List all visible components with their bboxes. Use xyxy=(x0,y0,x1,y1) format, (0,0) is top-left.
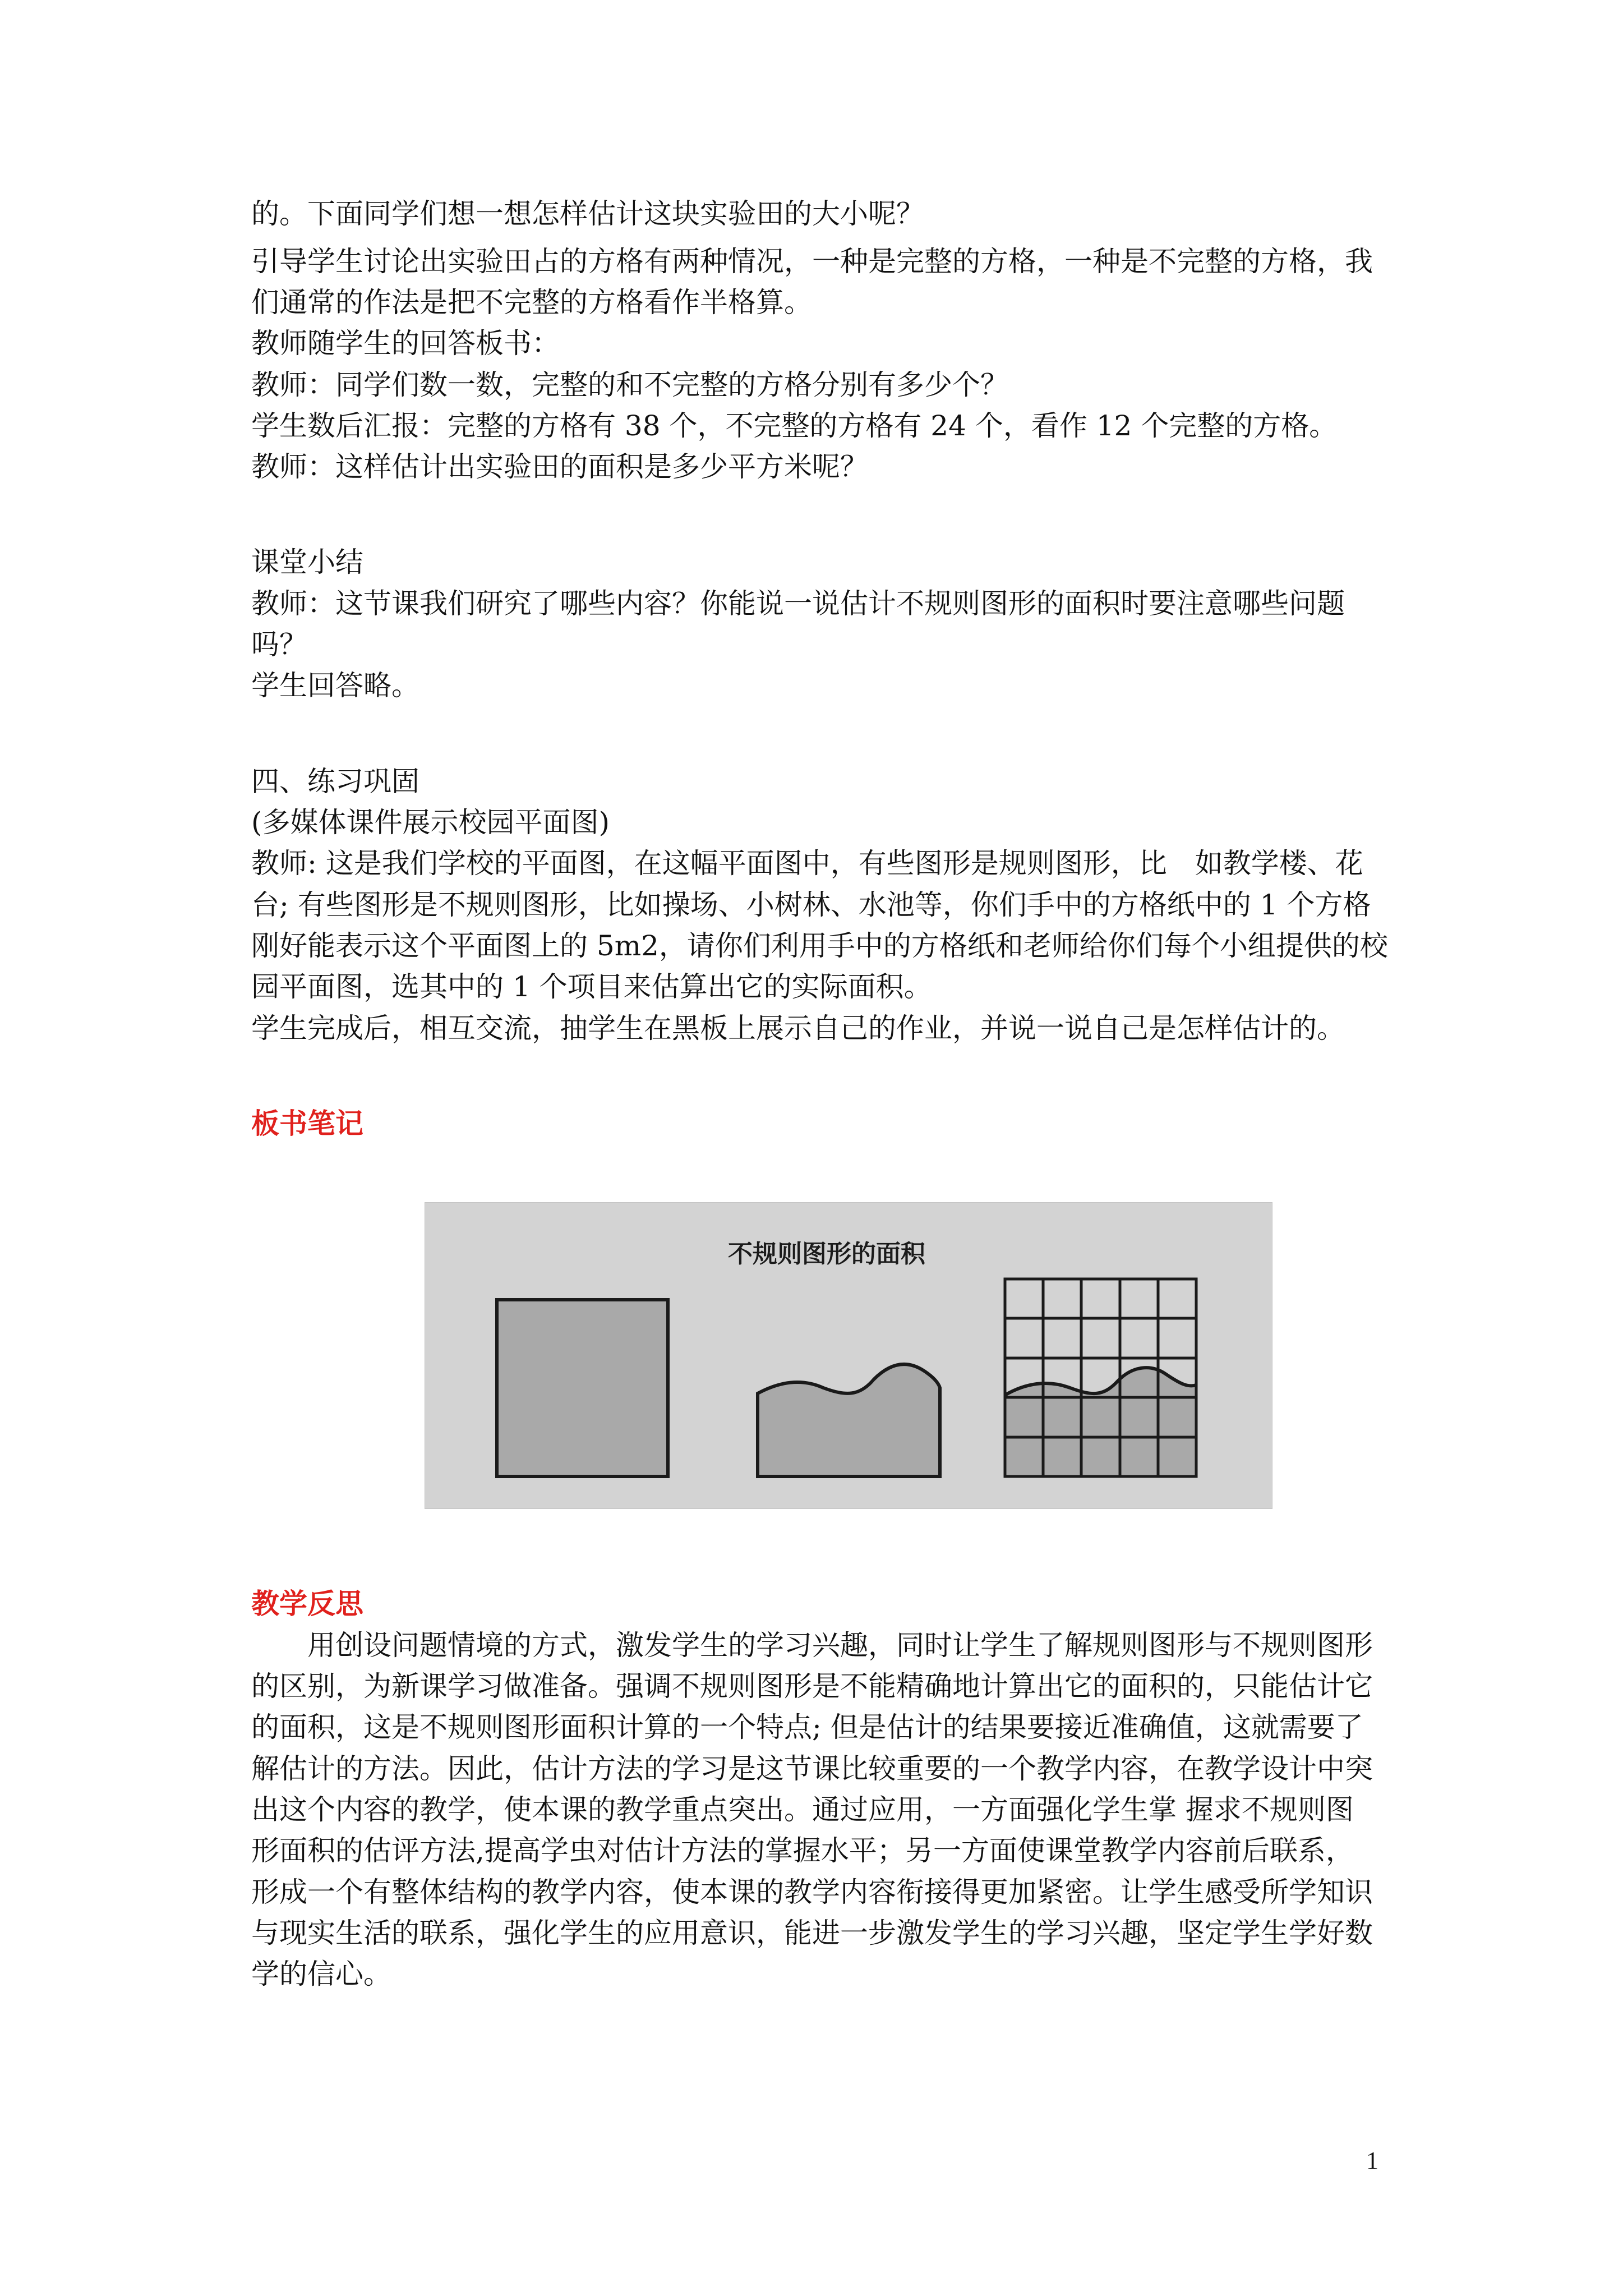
paragraph: 学生完成后，相互交流，抽学生在黑板上展示自己的作业，并说一说自己是怎样估计的。 xyxy=(251,1012,1345,1045)
paragraph: 教师：这节课我们研究了哪些内容？你能说一说估计不规则图形的面积时要注意哪些问题 xyxy=(251,587,1345,620)
paragraph: 学生回答略。 xyxy=(251,669,419,702)
section-heading-board-notes: 板书笔记 xyxy=(251,1107,363,1140)
paragraph: 学生数后汇报：完整的方格有 38 个，不完整的方格有 24 个，看作 12 个完整的方格。 xyxy=(251,409,1338,442)
paragraph: (多媒体课件展示校园平面图) xyxy=(251,806,610,839)
paragraph: 形成一个有整体结构的教学内容，使本课的教学内容衔接得更加紧密。让学生感受所学知识 xyxy=(251,1876,1373,1908)
paragraph: 引导学生讨论出实验田占的方格有两种情况，一种是完整的方格，一种是不完整的方格，我 xyxy=(251,245,1373,278)
paragraph: 的面积，这是不规则图形面积计算的一个特点; 但是估计的结果要接近准确值，这就需要了 xyxy=(251,1711,1363,1743)
section-heading-summary: 课堂小结 xyxy=(251,546,363,578)
paragraph: 的区别，为新课学习做准备。强调不规则图形是不能精确地计算出它的面积的，只能估计它 xyxy=(251,1670,1373,1703)
board-notes-figure xyxy=(425,1202,1272,1509)
section-heading-reflection: 教学反思 xyxy=(251,1587,363,1620)
section-heading-practice: 四、练习巩固 xyxy=(251,765,419,798)
paragraph: 解估计的方法。因此，估计方法的学习是这节课比较重要的一个教学内容，在教学设计中突 xyxy=(251,1752,1373,1785)
paragraph: 教师随学生的回答板书： xyxy=(251,327,560,360)
paragraph: 吗？ xyxy=(251,628,307,661)
paragraph: 学的信心。 xyxy=(251,1958,391,1990)
paragraph: 们通常的作法是把不完整的方格看作半格算。 xyxy=(251,286,812,319)
paragraph: 教师：这样估计出实验田的面积是多少平方米呢？ xyxy=(251,450,868,483)
paragraph: 出这个内容的教学，使本课的教学重点突出。通过应用，一方面强化学生掌 握求不规则图 xyxy=(251,1793,1354,1826)
irregular-shape xyxy=(758,1364,940,1476)
paragraph: 用创设问题情境的方式，激发学生的学习兴趣，同时让学生了解规则图形与不规则图形 xyxy=(307,1629,1373,1662)
paragraph: 的。下面同学们想一想怎样估计这块实验田的大小呢？ xyxy=(251,197,924,230)
page-number: 1 xyxy=(1366,2147,1378,2174)
paragraph: 形面积的估评方法,提高学虫对估计方法的掌握水平；另一方面使课堂教学内容前后联系， xyxy=(251,1834,1354,1867)
figure-drawing xyxy=(425,1203,1272,1508)
paragraph: 与现实生活的联系，强化学生的应用意识，能进一步激发学生的学习兴趣，坚定学生学好数 xyxy=(251,1917,1373,1949)
regular-square-shape xyxy=(497,1300,668,1476)
figure-title: 不规则图形的面积 xyxy=(728,1240,925,1268)
paragraph: 刚好能表示这个平面图上的 5m2，请你们利用手中的方格纸和老师给你们每个小组提供的校 xyxy=(251,930,1388,962)
paragraph: 教师: 这是我们学校的平面图，在这幅平面图中，有些图形是规则图形，比 如教学楼、花 xyxy=(251,847,1363,880)
paragraph: 台; 有些图形是不规则图形，比如操场、小树林、水池等，你们手中的方格纸中的 1 个方格 xyxy=(251,889,1371,921)
paragraph: 园平面图，选其中的 1 个项目来估算出它的实际面积。 xyxy=(251,970,932,1003)
paragraph: 教师：同学们数一数，完整的和不完整的方格分别有多少个？ xyxy=(251,369,1008,401)
